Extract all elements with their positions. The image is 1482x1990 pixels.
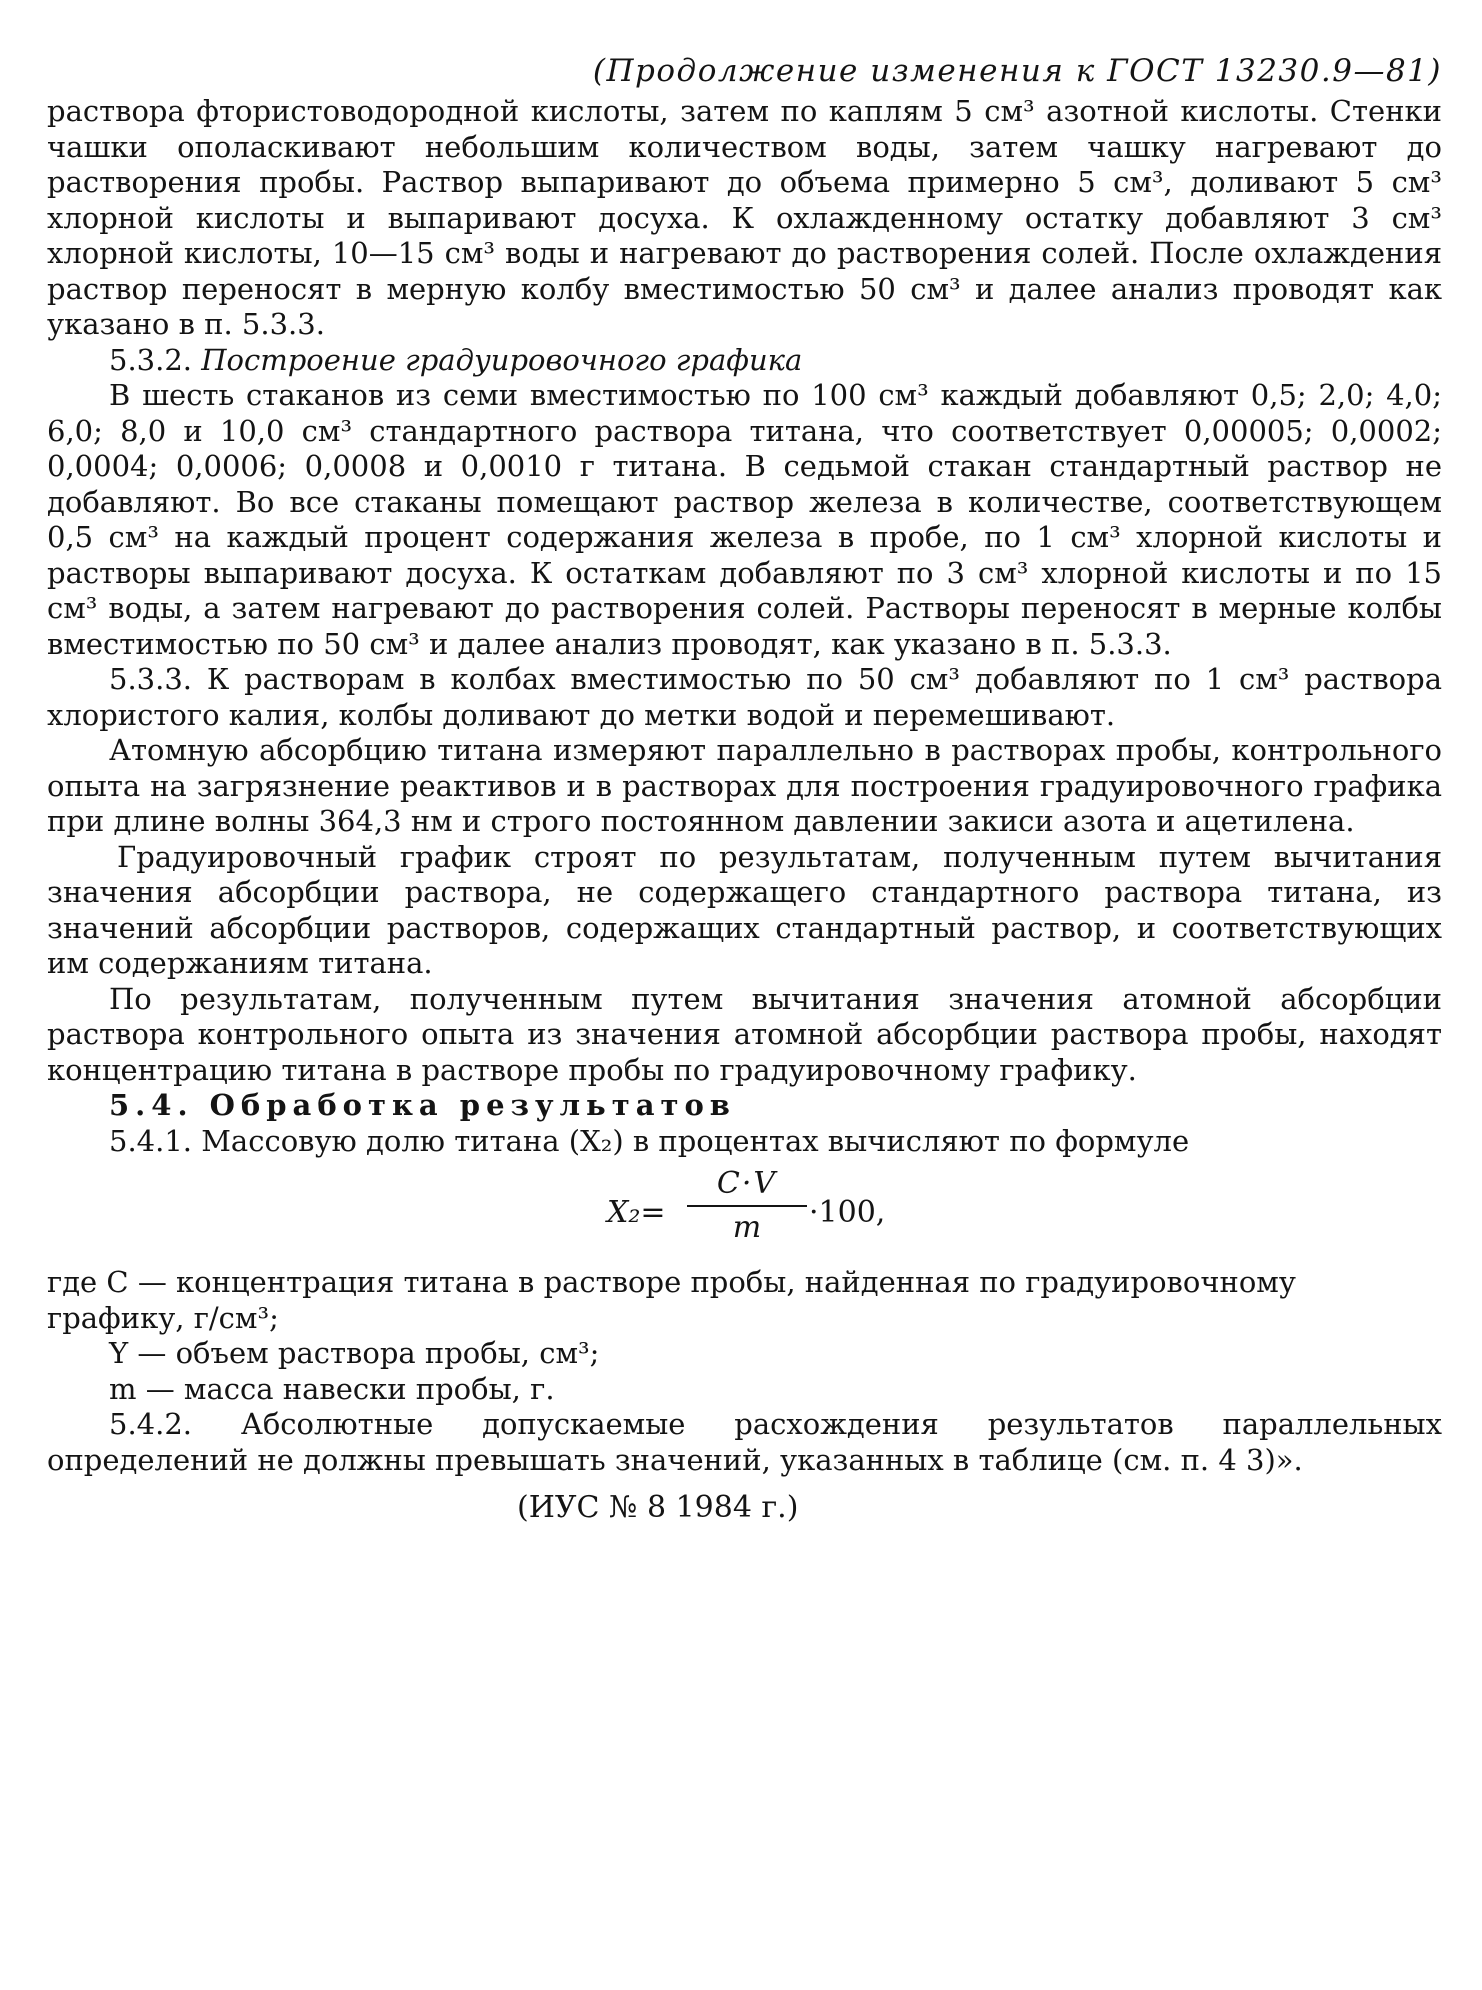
formula	[47, 1165, 1442, 1257]
formula-lhs: X₂=	[607, 1195, 666, 1230]
section-number: 5.3.2.	[109, 342, 193, 377]
paragraph-results: По результатам, полученным путем вычитания значения атомной абсорбции раствора контрольного опыта из значения атомной абсорбции раствора пробы, находят концентрацию титана в растворе пробы по градуировочному графику.	[47, 981, 1442, 1087]
formula-rhs: ·100,	[809, 1195, 886, 1230]
where-c: где C — концентрация титана в растворе пробы, найденная по градуировочному графику, г/см³;	[47, 1265, 1296, 1335]
section-title: 5.4. Обработка результатов	[109, 1088, 736, 1122]
section-5-4-heading	[47, 1088, 1442, 1124]
formula-numerator: C·V	[716, 1166, 778, 1201]
where-m: m — масса навески пробы, г.	[109, 1371, 555, 1406]
section-5-3-2-heading	[47, 343, 1442, 379]
document-page	[47, 52, 1442, 1528]
paragraph-calibration: В шесть стаканов из семи вместимостью по 100 см³ каждый добавляют 0,5; 2,0; 4,0; 6,0; 8,0 и 10,0 см³ стандартного раствора титана, что соответствует 0,00005; 0,0002; 0,0004; 0,0006; 0,0008 и 0,0010 г титана. В седьмой стакан стандартный раствор не добавляют. Во все стаканы помещают раствор железа в количестве, соответствующем 0,5 см³ на каждый процент содержания железа в пробе, по 1 см³ хлорной кислоты и растворы выпаривают досуха. К остаткам добавляют по 3 см³ хлорной кислоты и по 15 см³ воды, а затем нагревают до растворения солей. Растворы переносят в мерные колбы вместимостью по 50 см³ и далее анализ проводят, как указано в п. 5.3.3.	[47, 378, 1442, 661]
where-v: Y — объем раствора пробы, см³;	[109, 1336, 600, 1370]
ius-reference: (ИУС № 8 1984 г.)	[517, 1490, 799, 1525]
fraction-bar	[687, 1205, 807, 1207]
document-header: (Продолжение изменения к ГОСТ 13230.9—81)	[592, 53, 1442, 89]
paragraph-calibration-graph: Градуировочный график строят по результатам, полученным путем вычитания значения абсорбции раствора, не содержащего стандартного раствора титана, из значений абсорбции растворов, содержащих стандартный раствор, и соответствующих им содержаниям титана.	[47, 839, 1442, 980]
formula-fraction	[687, 1165, 807, 1247]
paragraph-atomic-absorption: Атомную абсорбцию титана измеряют параллельно в растворах пробы, контрольного опыта на загрязнение реактивов и в растворах для построения градуировочного графика при длине волны 364,3 нм и строго постоянном давлении закиси азота и ацетилена.	[47, 733, 1442, 838]
paragraph-5-4-1: 5.4.1. Массовую долю титана (X₂) в процентах вычисляют по формуле	[109, 1123, 1190, 1158]
paragraph-5-3-3: 5.3.3. К растворам в колбах вместимостью по 50 см³ добавляют по 1 см³ раствора хлористого калия, колбы доливают до метки водой и перемешивают.	[47, 662, 1442, 732]
paragraph-5-4-2: 5.4.2. Абсолютные допускаемые расхождения результатов параллельных определений не должны превышать значений, указанных в таблице (см. п. 4 3)».	[47, 1407, 1442, 1477]
formula-denominator: m	[732, 1210, 762, 1245]
paragraph-continuation: раствора фтористоводородной кислоты, затем по каплям 5 см³ азотной кислоты. Стенки чашки ополаскивают небольшим количеством воды, затем чашку нагревают до растворения пробы. Раствор выпаривают до объема примерно 5 см³, доливают 5 см³ хлорной кислоты и выпаривают досуха. К охлажденному остатку добавляют 3 см³ хлорной кислоты, 10—15 см³ воды и нагревают до растворения солей. После охлаждения раствор переносят в мерную колбу вместимостью 50 см³ и далее анализ проводят как указано в п. 5.3.3.	[47, 94, 1442, 341]
section-title: Построение градуировочного графика	[201, 342, 803, 377]
